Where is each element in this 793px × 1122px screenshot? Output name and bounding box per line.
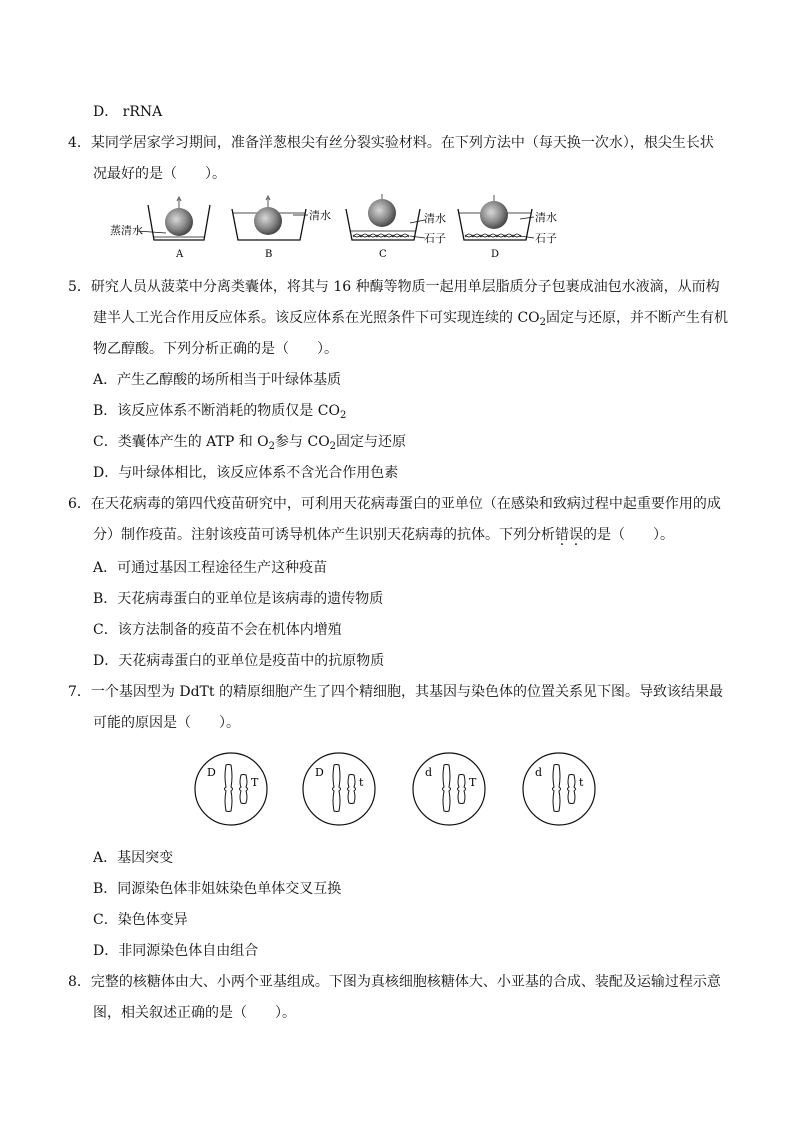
gene-label-right: T bbox=[251, 776, 259, 789]
emphasis-char: 错 bbox=[555, 527, 569, 543]
chromosome-long bbox=[333, 765, 341, 812]
q6-option-c: C．该方法制备的疫苗不会在机体内增殖 bbox=[93, 622, 342, 638]
q5-stem-line1: 5．研究人员从菠菜中分离类囊体，将其与 16 种酶等物质一起用单层脂质分子包裹成油包水液滴，从而构 bbox=[68, 279, 720, 295]
caption-d: D bbox=[491, 249, 500, 260]
q6-stem-line2: 分）制作疫苗。注射该疫苗可诱导机体产生识别天花病毒的抗体。下列分析错误的是（ ）。 bbox=[93, 527, 674, 543]
label-c-stone: 石子 bbox=[424, 232, 446, 245]
sperm-cell bbox=[523, 753, 595, 825]
q8-stem-line2: 图，相关叙述正确的是（ ）。 bbox=[93, 1005, 296, 1021]
emphasis-char: 误 bbox=[569, 527, 583, 543]
q6-stem-line1: 6．在天花病毒的第四代疫苗研究中，可利用天花病毒蛋白的亚单位（在感染和致病过程中起重要作用的成 bbox=[68, 496, 721, 512]
q5-option-a: A．产生乙醇酸的场所相当于叶绿体基质 bbox=[93, 372, 342, 388]
gene-label-right: t bbox=[579, 776, 584, 789]
gene-label-left: D bbox=[315, 766, 324, 779]
container-b bbox=[232, 196, 331, 260]
gene-label-right: T bbox=[469, 776, 477, 789]
chromosome-short bbox=[240, 775, 248, 804]
q6-option-a: A．可通过基因工程途径生产这种疫苗 bbox=[93, 560, 328, 576]
q7-sperm-cells-figure bbox=[193, 745, 613, 835]
chromosome-short bbox=[568, 775, 576, 804]
label-b: 清水 bbox=[309, 209, 331, 222]
gene-label-left: D bbox=[207, 766, 216, 779]
container-d bbox=[458, 195, 557, 260]
chromosome-short bbox=[458, 775, 466, 804]
q4-stem-line2: 况最好的是（ ）。 bbox=[93, 166, 226, 182]
chromosome-short bbox=[348, 775, 356, 804]
sperm-cell bbox=[303, 753, 375, 825]
caption-c: C bbox=[379, 249, 387, 260]
q4-stem-line1: 4．某同学居家学习期间，准备洋葱根尖有丝分裂实验材料。在下列方法中（每天换一次水），根尖生长状 bbox=[68, 135, 714, 151]
q5-stem-line2: 建半人工光合作用反应体系。该反应体系在光照条件下可实现连续的 $CO_2$固定与还原，并不断产生有机 bbox=[93, 310, 729, 328]
q4-onion-figure bbox=[110, 193, 580, 263]
q7-option-b: B．同源染色体非姐妹染色单体交叉互换 bbox=[93, 881, 342, 897]
chromosome-long bbox=[553, 765, 561, 812]
q5-option-d: D．与叶绿体相比，该反应体系不含光合作用色素 bbox=[93, 465, 399, 481]
q6-option-b: B．天花病毒蛋白的亚单位是该病毒的遗传物质 bbox=[93, 591, 384, 607]
container-c bbox=[346, 194, 446, 260]
label-a: 蒸清水 bbox=[110, 224, 143, 237]
q7-option-c: C．染色体变异 bbox=[93, 912, 188, 928]
chromosome-long bbox=[225, 765, 233, 812]
container-a bbox=[110, 197, 210, 260]
caption-b: B bbox=[265, 249, 273, 260]
q7-option-d: D．非同源染色体自由组合 bbox=[93, 943, 259, 959]
q5-option-b: B．该反应体系不断消耗的物质仅是 $CO_2$ bbox=[93, 403, 347, 421]
q3-option-d: D． rRNA bbox=[93, 104, 163, 120]
q5-stem-line3: 物乙醇酸。下列分析正确的是（ ）。 bbox=[93, 341, 338, 357]
label-d-water: 清水 bbox=[535, 211, 557, 224]
chromosome-long bbox=[443, 765, 451, 812]
q8-stem-line1: 8．完整的核糖体由大、小两个亚基组成。下图为真核细胞核糖体大、小亚基的合成、装配及运输过程示意 bbox=[68, 974, 721, 990]
q7-stem-line1: 7．一个基因型为 DdTt 的精原细胞产生了四个精细胞，其基因与染色体的位置关系见下图。导致该结果最 bbox=[68, 684, 723, 700]
q5-option-c: C．类囊体产生的 ATP 和 $O_2$参与 $CO_2$固定与还原 bbox=[93, 434, 407, 452]
gene-label-left: d bbox=[535, 766, 543, 779]
caption-a: A bbox=[176, 249, 184, 260]
sperm-cell bbox=[195, 753, 267, 825]
q6-option-d: D．天花病毒蛋白的亚单位是疫苗中的抗原物质 bbox=[93, 653, 385, 669]
label-d-stone: 石子 bbox=[535, 232, 557, 245]
gene-label-right: t bbox=[359, 776, 364, 789]
gene-label-left: d bbox=[425, 766, 433, 779]
label-c-water: 清水 bbox=[424, 212, 446, 225]
q7-stem-line2: 可能的原因是（ ）。 bbox=[93, 715, 240, 731]
sperm-cell bbox=[413, 753, 485, 825]
q7-option-a: A．基因突变 bbox=[93, 850, 174, 866]
